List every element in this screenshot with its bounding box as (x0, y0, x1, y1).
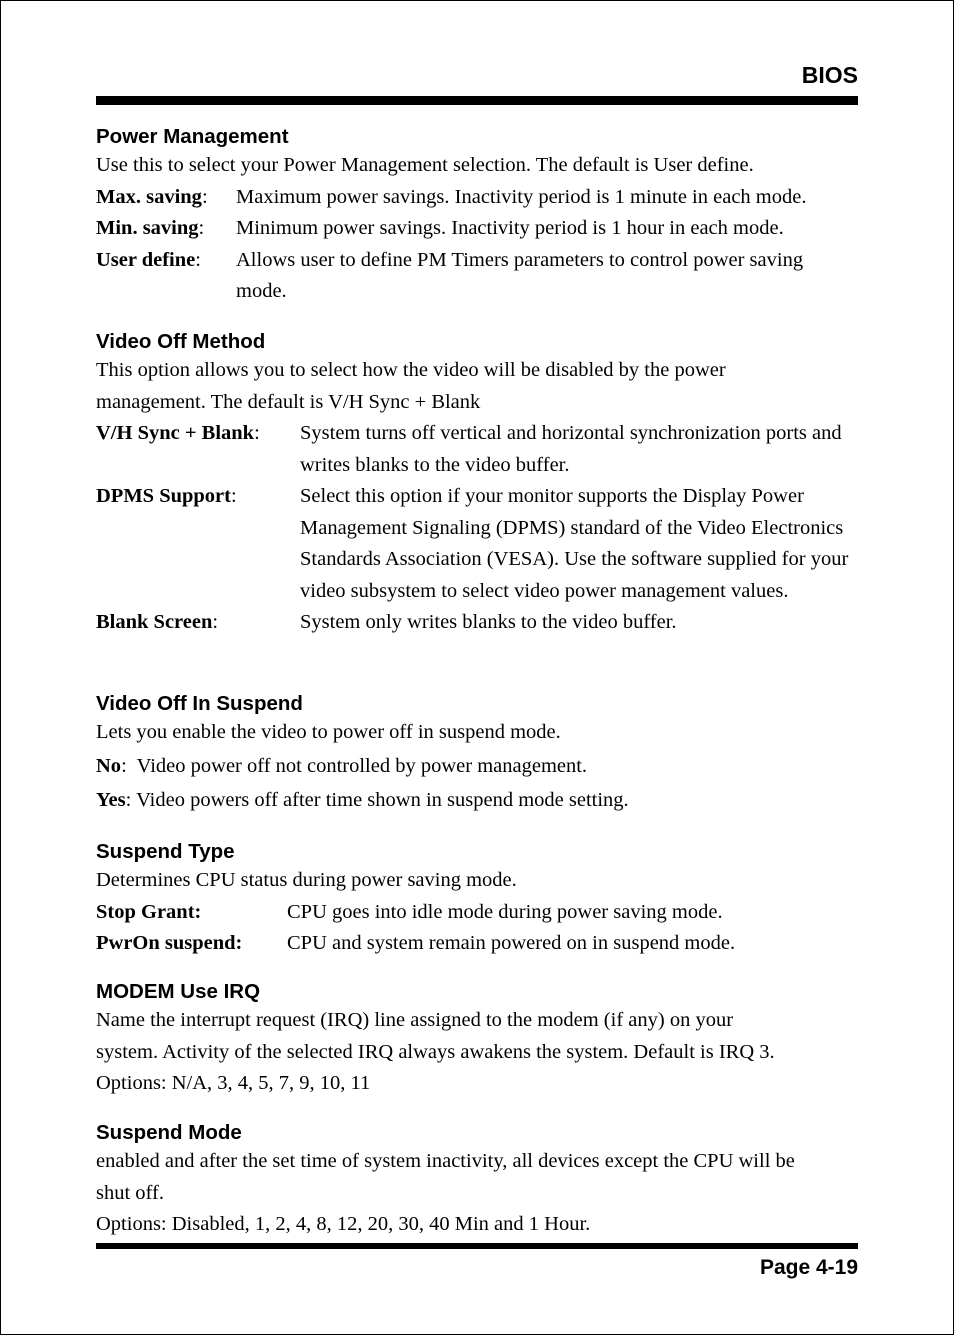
option-label: Stop Grant: (96, 900, 202, 923)
section-text: Name the interrupt request (IRQ) line assigned to the modem (if any) on your (96, 1009, 734, 1031)
option-separator: : (121, 754, 127, 777)
section-options: Options: Disabled, 1, 2, 4, 8, 12, 20, 30, 40 Min and 1 Hour. (96, 1213, 591, 1235)
section-power-management (96, 124, 858, 308)
option-separator: : (198, 217, 205, 239)
section-text: This option allows you to select how the video will be disabled by the power (96, 359, 726, 381)
option-description: System turns off vertical and horizontal synchronization ports and writes blanks to the video buffer. (300, 422, 842, 476)
header-title: BIOS (801, 62, 858, 88)
section-suspend-mode (96, 1120, 858, 1241)
option-row (96, 897, 858, 929)
section-text: shut off. (96, 1181, 164, 1204)
option-row (96, 245, 858, 308)
option-row (96, 213, 858, 245)
option-description: CPU and system remain powered on in suspend mode. (287, 932, 736, 954)
option-description: Minimum power savings. Inactivity period is 1 hour in each mode. (236, 217, 784, 239)
page-number: Page 4-19 (759, 1256, 858, 1279)
option-description: Video power off not controlled by power management. (136, 754, 588, 777)
option-description: Video powers off after time shown in suspend mode setting. (136, 788, 629, 811)
option-separator: : (195, 248, 201, 271)
option-description: Maximum power savings. Inactivity period is 1 minute in each mode. (236, 185, 807, 208)
option-label: No (96, 754, 122, 777)
section-heading: Power Management (96, 125, 289, 148)
option-label: Min. saving (96, 217, 199, 239)
section-options: Options: N/A, 3, 4, 5, 7, 9, 10, 11 (96, 1072, 371, 1094)
option-label: V/H Sync + Blank (96, 422, 255, 444)
section-heading: Video Off Method (96, 330, 266, 353)
option-description: CPU goes into idle mode during power saving mode. (287, 900, 723, 923)
option-label: Max. saving (96, 185, 202, 208)
option-label: DPMS Support (96, 485, 231, 507)
section-text: Use this to select your Power Management selection. The default is User define. (96, 154, 754, 176)
section-video-off-method (96, 329, 858, 639)
option-label: User define (96, 248, 196, 271)
section-video-off-in-suspend (96, 691, 858, 817)
option-description: Select this option if your monitor supports the Display Power Management Signaling (DPMS) standard of the Video Electronics Standards Association (VESA). Use the software supplied for your video subsystem to select video power management values. (300, 485, 849, 602)
section-modem-use-irq (96, 979, 858, 1100)
section-text: system. Activity of the selected IRQ always awakens the system. Default is IRQ 3. (96, 1040, 775, 1063)
section-heading: Video Off In Suspend (96, 692, 303, 715)
option-description: Allows user to define PM Timers parameters to control power saving mode. (236, 248, 804, 302)
option-description: System only writes blanks to the video buffer. (300, 611, 677, 633)
section-suspend-type (96, 839, 858, 960)
option-separator: : (125, 788, 132, 811)
header-rule (96, 96, 858, 105)
section-text: management. The default is V/H Sync + Blank (96, 390, 481, 413)
section-heading: MODEM Use IRQ (96, 980, 261, 1003)
option-row (96, 481, 858, 607)
footer-rule (96, 1243, 858, 1249)
section-text: Determines CPU status during power saving mode. (96, 869, 517, 891)
section-heading: Suspend Type (96, 840, 235, 863)
section-text: Lets you enable the video to power off in suspend mode. (96, 721, 561, 743)
section-heading: Suspend Mode (96, 1121, 242, 1144)
option-separator: : (212, 611, 219, 633)
option-separator: : (230, 485, 237, 507)
option-row (96, 182, 858, 214)
option-separator: : (201, 185, 208, 208)
option-row (96, 749, 858, 783)
option-label: PwrOn suspend: (96, 932, 243, 954)
option-row (96, 928, 858, 960)
option-row (96, 418, 858, 481)
option-separator: : (254, 422, 260, 444)
section-text: enabled and after the set time of system inactivity, all devices except the CPU will be (96, 1150, 795, 1172)
option-label: Yes (96, 788, 126, 811)
option-label: Blank Screen (96, 611, 213, 633)
option-row (96, 607, 858, 639)
option-row (96, 783, 858, 817)
